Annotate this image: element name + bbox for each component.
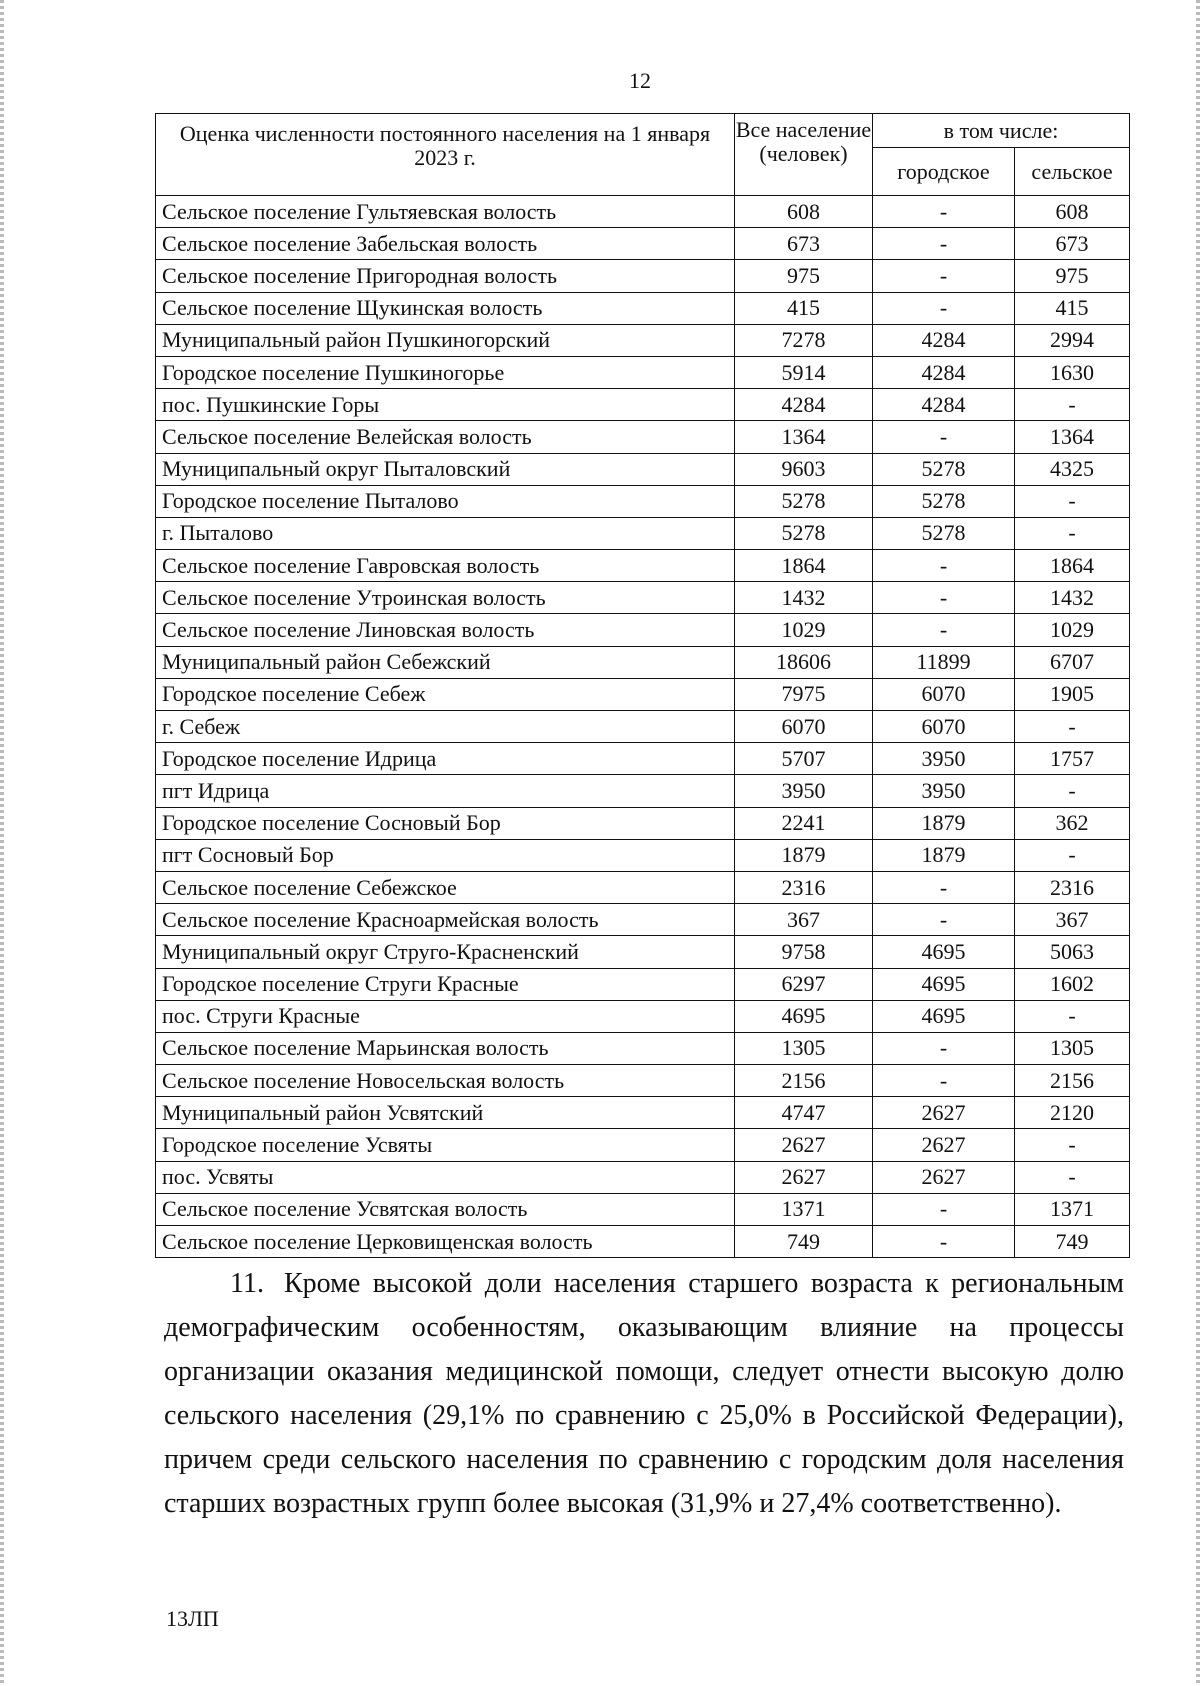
table-row xyxy=(156,807,1130,839)
table-row xyxy=(156,678,1130,710)
row-rural: - xyxy=(1015,839,1130,871)
row-urban: 4284 xyxy=(873,389,1015,421)
table-row xyxy=(156,1226,1130,1258)
footer-code: 13ЛП xyxy=(166,1606,219,1631)
table-row xyxy=(156,453,1130,485)
row-urban: 5278 xyxy=(873,453,1015,485)
table-row xyxy=(156,711,1130,743)
row-total: 975 xyxy=(735,260,873,292)
row-urban: - xyxy=(873,292,1015,324)
header-total: Все население (человек) xyxy=(735,114,873,196)
row-name: Сельское поселение Гультяевская волость xyxy=(156,196,735,228)
table-row xyxy=(156,871,1130,903)
row-name: Сельское поселение Утроинская волость xyxy=(156,582,735,614)
row-total: 9603 xyxy=(735,453,873,485)
row-urban: 2627 xyxy=(873,1097,1015,1129)
row-name: Сельское поселение Церковищенская волость xyxy=(156,1226,735,1258)
row-total: 7278 xyxy=(735,324,873,356)
row-name: Сельское поселение Марьинская волость xyxy=(156,1032,735,1064)
paragraph-text: Кроме высокой доли населения старшего возраста к региональным демографическим особенностям, оказывающим влияние на процессы организации оказания медицинской помощи, следует отнести высокую долю сельского населения (29,1% по сравнению с 25,0% в Российской Федерации), причем среди сельского населения по сравнению с городским доля населения старших возрастных групп более высокая (31,9% и 27,4% соответственно). xyxy=(164,1268,1124,1519)
row-urban: 4695 xyxy=(873,936,1015,968)
row-rural: - xyxy=(1015,1000,1130,1032)
row-urban: 3950 xyxy=(873,775,1015,807)
row-rural: 1905 xyxy=(1015,678,1130,710)
table-row xyxy=(156,775,1130,807)
row-urban: 4695 xyxy=(873,1000,1015,1032)
row-urban: - xyxy=(873,196,1015,228)
row-total: 1432 xyxy=(735,582,873,614)
table-row xyxy=(156,1000,1130,1032)
row-total: 18606 xyxy=(735,646,873,678)
row-urban: - xyxy=(873,1065,1015,1097)
table-row xyxy=(156,292,1130,324)
row-urban: 2627 xyxy=(873,1129,1015,1161)
row-rural: 1432 xyxy=(1015,582,1130,614)
row-name: Муниципальный округ Пыталовский xyxy=(156,453,735,485)
table-row xyxy=(156,550,1130,582)
row-name: Городское поселение Себеж xyxy=(156,678,735,710)
row-urban: - xyxy=(873,614,1015,646)
row-total: 608 xyxy=(735,196,873,228)
row-urban: 6070 xyxy=(873,711,1015,743)
row-total: 7975 xyxy=(735,678,873,710)
table-row xyxy=(156,1193,1130,1225)
row-rural: 608 xyxy=(1015,196,1130,228)
row-total: 3950 xyxy=(735,775,873,807)
table-row xyxy=(156,324,1130,356)
row-total: 4284 xyxy=(735,389,873,421)
row-total: 2241 xyxy=(735,807,873,839)
row-rural: 5063 xyxy=(1015,936,1130,968)
row-urban: 4695 xyxy=(873,968,1015,1000)
table-row xyxy=(156,743,1130,775)
row-name: пос. Пушкинские Горы xyxy=(156,389,735,421)
row-urban: - xyxy=(873,260,1015,292)
row-rural: 2994 xyxy=(1015,324,1130,356)
row-total: 415 xyxy=(735,292,873,324)
table-row xyxy=(156,1129,1130,1161)
row-rural: 673 xyxy=(1015,228,1130,260)
row-rural: 1757 xyxy=(1015,743,1130,775)
row-rural: 415 xyxy=(1015,292,1130,324)
row-total: 749 xyxy=(735,1226,873,1258)
table-row xyxy=(156,517,1130,549)
row-total: 6070 xyxy=(735,711,873,743)
row-urban: - xyxy=(873,421,1015,453)
table-row xyxy=(156,356,1130,388)
row-name: Городское поселение Струги Красные xyxy=(156,968,735,1000)
row-name: Муниципальный округ Струго-Красненский xyxy=(156,936,735,968)
table-row xyxy=(156,968,1130,1000)
table-row xyxy=(156,839,1130,871)
row-name: Городское поселение Усвяты xyxy=(156,1129,735,1161)
row-rural: 362 xyxy=(1015,807,1130,839)
table-row xyxy=(156,196,1130,228)
row-rural: - xyxy=(1015,1129,1130,1161)
row-total: 5278 xyxy=(735,517,873,549)
row-urban: 5278 xyxy=(873,485,1015,517)
row-total: 1029 xyxy=(735,614,873,646)
row-name: Сельское поселение Линовская волость xyxy=(156,614,735,646)
row-rural: 1305 xyxy=(1015,1032,1130,1064)
header-rural: сельское xyxy=(1015,148,1130,196)
table-row xyxy=(156,614,1130,646)
table-row xyxy=(156,1097,1130,1129)
table-row xyxy=(156,228,1130,260)
row-rural: 1630 xyxy=(1015,356,1130,388)
table-row xyxy=(156,389,1130,421)
row-total: 4695 xyxy=(735,1000,873,1032)
row-rural: - xyxy=(1015,711,1130,743)
row-total: 1864 xyxy=(735,550,873,582)
row-total: 1879 xyxy=(735,839,873,871)
row-urban: 3950 xyxy=(873,743,1015,775)
row-total: 367 xyxy=(735,904,873,936)
row-name: пгт Идрица xyxy=(156,775,735,807)
row-urban: 4284 xyxy=(873,324,1015,356)
row-total: 5707 xyxy=(735,743,873,775)
table-row xyxy=(156,485,1130,517)
row-name: Сельское поселение Красноармейская волость xyxy=(156,904,735,936)
row-urban: - xyxy=(873,228,1015,260)
scan-edge-left xyxy=(0,0,4,1686)
scan-edge-right xyxy=(1196,0,1200,1686)
table-row xyxy=(156,1065,1130,1097)
row-urban: - xyxy=(873,582,1015,614)
row-name: Сельское поселение Щукинская волость xyxy=(156,292,735,324)
row-total: 673 xyxy=(735,228,873,260)
row-rural: 1602 xyxy=(1015,968,1130,1000)
row-total: 1364 xyxy=(735,421,873,453)
row-total: 5914 xyxy=(735,356,873,388)
row-rural: 975 xyxy=(1015,260,1130,292)
row-urban: 2627 xyxy=(873,1161,1015,1193)
row-name: Муниципальный район Усвятский xyxy=(156,1097,735,1129)
population-table xyxy=(155,113,1130,1258)
row-urban: - xyxy=(873,1032,1015,1064)
row-rural: 4325 xyxy=(1015,453,1130,485)
row-name: Сельское поселение Усвятская волость xyxy=(156,1193,735,1225)
row-rural: 1364 xyxy=(1015,421,1130,453)
row-urban: 4284 xyxy=(873,356,1015,388)
page-number: 12 xyxy=(629,68,651,93)
row-rural: 2156 xyxy=(1015,1065,1130,1097)
row-name: Муниципальный район Себежский xyxy=(156,646,735,678)
header-group: в том числе: xyxy=(873,114,1130,148)
table-row xyxy=(156,1161,1130,1193)
row-rural: - xyxy=(1015,1161,1130,1193)
row-urban: 11899 xyxy=(873,646,1015,678)
row-rural: - xyxy=(1015,389,1130,421)
row-rural: - xyxy=(1015,517,1130,549)
row-total: 4747 xyxy=(735,1097,873,1129)
header-urban: городское xyxy=(873,148,1015,196)
row-name: Городское поселение Сосновый Бор xyxy=(156,807,735,839)
row-total: 9758 xyxy=(735,936,873,968)
table-row xyxy=(156,646,1130,678)
row-urban: 1879 xyxy=(873,839,1015,871)
row-urban: 5278 xyxy=(873,517,1015,549)
header-title: Оценка численности постоянного населения на 1 января 2023 г. xyxy=(156,114,735,196)
row-urban: - xyxy=(873,1193,1015,1225)
row-rural: - xyxy=(1015,485,1130,517)
paragraph-11 xyxy=(164,1262,1124,1526)
row-name: пос. Струги Красные xyxy=(156,1000,735,1032)
table-row xyxy=(156,936,1130,968)
row-urban: - xyxy=(873,904,1015,936)
table-row xyxy=(156,1032,1130,1064)
row-name: Сельское поселение Велейская волость xyxy=(156,421,735,453)
table-row xyxy=(156,421,1130,453)
row-name: Муниципальный район Пушкиногорский xyxy=(156,324,735,356)
row-name: Сельское поселение Себежское xyxy=(156,871,735,903)
table-row xyxy=(156,260,1130,292)
row-name: Сельское поселение Новосельская волость xyxy=(156,1065,735,1097)
row-total: 2156 xyxy=(735,1065,873,1097)
table-row xyxy=(156,582,1130,614)
row-rural: 6707 xyxy=(1015,646,1130,678)
row-total: 5278 xyxy=(735,485,873,517)
row-total: 2627 xyxy=(735,1161,873,1193)
row-rural: 2316 xyxy=(1015,871,1130,903)
row-urban: 6070 xyxy=(873,678,1015,710)
row-rural: - xyxy=(1015,775,1130,807)
row-rural: 367 xyxy=(1015,904,1130,936)
row-urban: - xyxy=(873,1226,1015,1258)
table-body xyxy=(156,196,1130,1258)
row-rural: 1371 xyxy=(1015,1193,1130,1225)
row-rural: 1029 xyxy=(1015,614,1130,646)
row-total: 2627 xyxy=(735,1129,873,1161)
row-name: Городское поселение Пыталово xyxy=(156,485,735,517)
row-name: Городское поселение Пушкиногорье xyxy=(156,356,735,388)
row-name: Сельское поселение Гавровская волость xyxy=(156,550,735,582)
row-name: г. Себеж xyxy=(156,711,735,743)
row-name: г. Пыталово xyxy=(156,517,735,549)
row-rural: 749 xyxy=(1015,1226,1130,1258)
row-urban: - xyxy=(873,871,1015,903)
row-total: 1305 xyxy=(735,1032,873,1064)
paragraph-number: 11. xyxy=(230,1268,264,1299)
table-row xyxy=(156,904,1130,936)
row-total: 2316 xyxy=(735,871,873,903)
row-name: пос. Усвяты xyxy=(156,1161,735,1193)
row-urban: - xyxy=(873,550,1015,582)
row-rural: 1864 xyxy=(1015,550,1130,582)
row-total: 6297 xyxy=(735,968,873,1000)
row-total: 1371 xyxy=(735,1193,873,1225)
row-rural: 2120 xyxy=(1015,1097,1130,1129)
row-urban: 1879 xyxy=(873,807,1015,839)
row-name: Сельское поселение Забельская волость xyxy=(156,228,735,260)
row-name: Сельское поселение Пригородная волость xyxy=(156,260,735,292)
row-name: пгт Сосновый Бор xyxy=(156,839,735,871)
row-name: Городское поселение Идрица xyxy=(156,743,735,775)
